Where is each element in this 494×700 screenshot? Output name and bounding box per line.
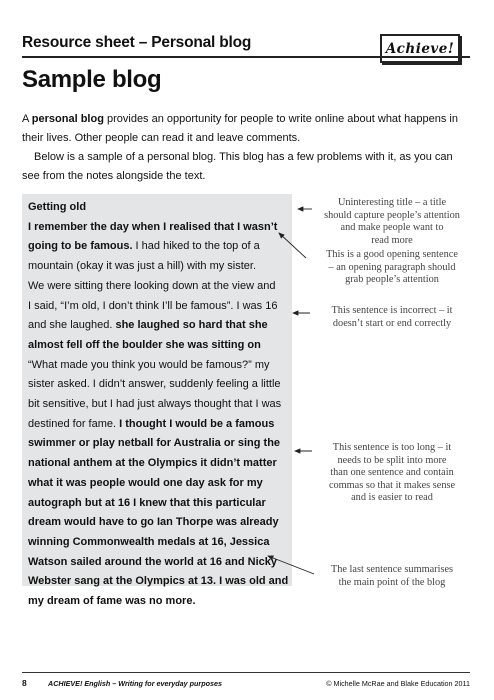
sheet-header-title: Resource sheet – Personal blog bbox=[22, 34, 252, 51]
margin-note-line: commas so that it makes sense bbox=[328, 479, 456, 491]
margin-note-line: Uninteresting title – a title bbox=[337, 197, 447, 208]
blog-text-run: sister asked. I didn’t answer, suddenly feeling a little bbox=[28, 378, 281, 391]
margin-note-line: This is a good opening sentence bbox=[326, 249, 458, 260]
margin-note-line: should capture people’s attention bbox=[324, 209, 460, 221]
margin-note-line: read more bbox=[371, 234, 413, 246]
blog-text-run: going to be famous. bbox=[28, 240, 133, 253]
margin-note-line: The last sentence summarises bbox=[330, 564, 454, 575]
logo-text: Achieve! bbox=[385, 40, 455, 57]
intro-paragraph-2: Below is a sample of a personal blog. This blog has a few problems with it, as you can see from the notes alongside the text. bbox=[22, 151, 453, 182]
blog-text-run: and she laughed. bbox=[28, 319, 116, 332]
footer-copyright: © Michelle McRae and Blake Education 2011 bbox=[326, 679, 470, 688]
blog-text-run: I remember the day when I realised that I wasn’t bbox=[28, 220, 278, 233]
blog-text-run: autograph but at 16 I knew that this particular bbox=[28, 496, 266, 509]
blog-text-run: Watson sailed around the world at 16 and Nicky bbox=[28, 555, 277, 568]
arrow-opening bbox=[279, 233, 306, 258]
blog-text-run: Getting old bbox=[28, 201, 87, 213]
blog-text-run: Webster sang at the Olympics at 13. I was old and bbox=[28, 575, 289, 588]
blog-text-run: “What made you think you would be famous?” my bbox=[28, 358, 270, 371]
page-number: 8 bbox=[22, 678, 27, 688]
blog-text-run: swimmer or play netball for Australia or sing the bbox=[28, 437, 281, 450]
margin-note-line: and is easier to read bbox=[351, 492, 433, 504]
arrow-summary bbox=[268, 556, 314, 574]
margin-note-line: grab people’s attention bbox=[345, 274, 439, 286]
blog-text-run: We were sitting there looking down at the view and bbox=[28, 279, 276, 292]
blog-text-run: I thought I would be a famous bbox=[119, 417, 275, 430]
blog-text-run: I had hiked to the top of a bbox=[132, 240, 260, 253]
blog-text-run: she laughed so hard that she bbox=[115, 319, 268, 332]
margin-note-line: – an opening paragraph should bbox=[328, 261, 456, 273]
margin-note-line: and make people want to bbox=[340, 222, 444, 234]
blog-text-run: national anthem at the Olympics it didn’t matter bbox=[28, 457, 277, 470]
blog-text-run: mountain (okay it was just a hill) with my sister. bbox=[28, 260, 257, 273]
intro-p1-strong: personal blog bbox=[31, 113, 104, 125]
margin-note-line: needs to be split into more bbox=[337, 454, 447, 466]
margin-note-line: This sentence is incorrect – it bbox=[331, 305, 453, 316]
blog-text-run: my dream of fame was no more. bbox=[28, 595, 196, 608]
intro-p1-before: A bbox=[22, 113, 32, 125]
footer-rule bbox=[22, 672, 470, 673]
page-title: Sample blog bbox=[22, 66, 162, 93]
margin-note-line: This sentence is too long – it bbox=[332, 442, 452, 453]
margin-note-line: doesn’t start or end correctly bbox=[332, 317, 452, 329]
blog-text-run: destined for fame. bbox=[28, 417, 120, 430]
blog-text-run: bit sensitive, but I had just always thought that I was bbox=[28, 398, 282, 411]
blog-text-run: winning Commonwealth medals at 16, Jessica bbox=[28, 535, 270, 548]
intro-p1-after: provides an opportunity for people to write online about what happens in their lives. Other people can read it and leave comments. bbox=[22, 113, 458, 144]
margin-note-line: than one sentence and contain bbox=[330, 467, 454, 479]
blog-text-run: what it was people would one day ask for my bbox=[28, 476, 263, 489]
blog-text-run: almost fell off the boulder she was sitting on bbox=[28, 338, 261, 351]
footer-book-title: ACHIEVE! English – Writing for everyday purposes bbox=[48, 679, 223, 688]
blog-text-run: I said, “I’m old, I don’t think I’ll be famous”. I was 16 bbox=[28, 299, 278, 312]
blog-text-run: dream would have to go Ian Thorpe was already bbox=[28, 516, 279, 529]
margin-note-line: the main point of the blog bbox=[338, 576, 446, 588]
